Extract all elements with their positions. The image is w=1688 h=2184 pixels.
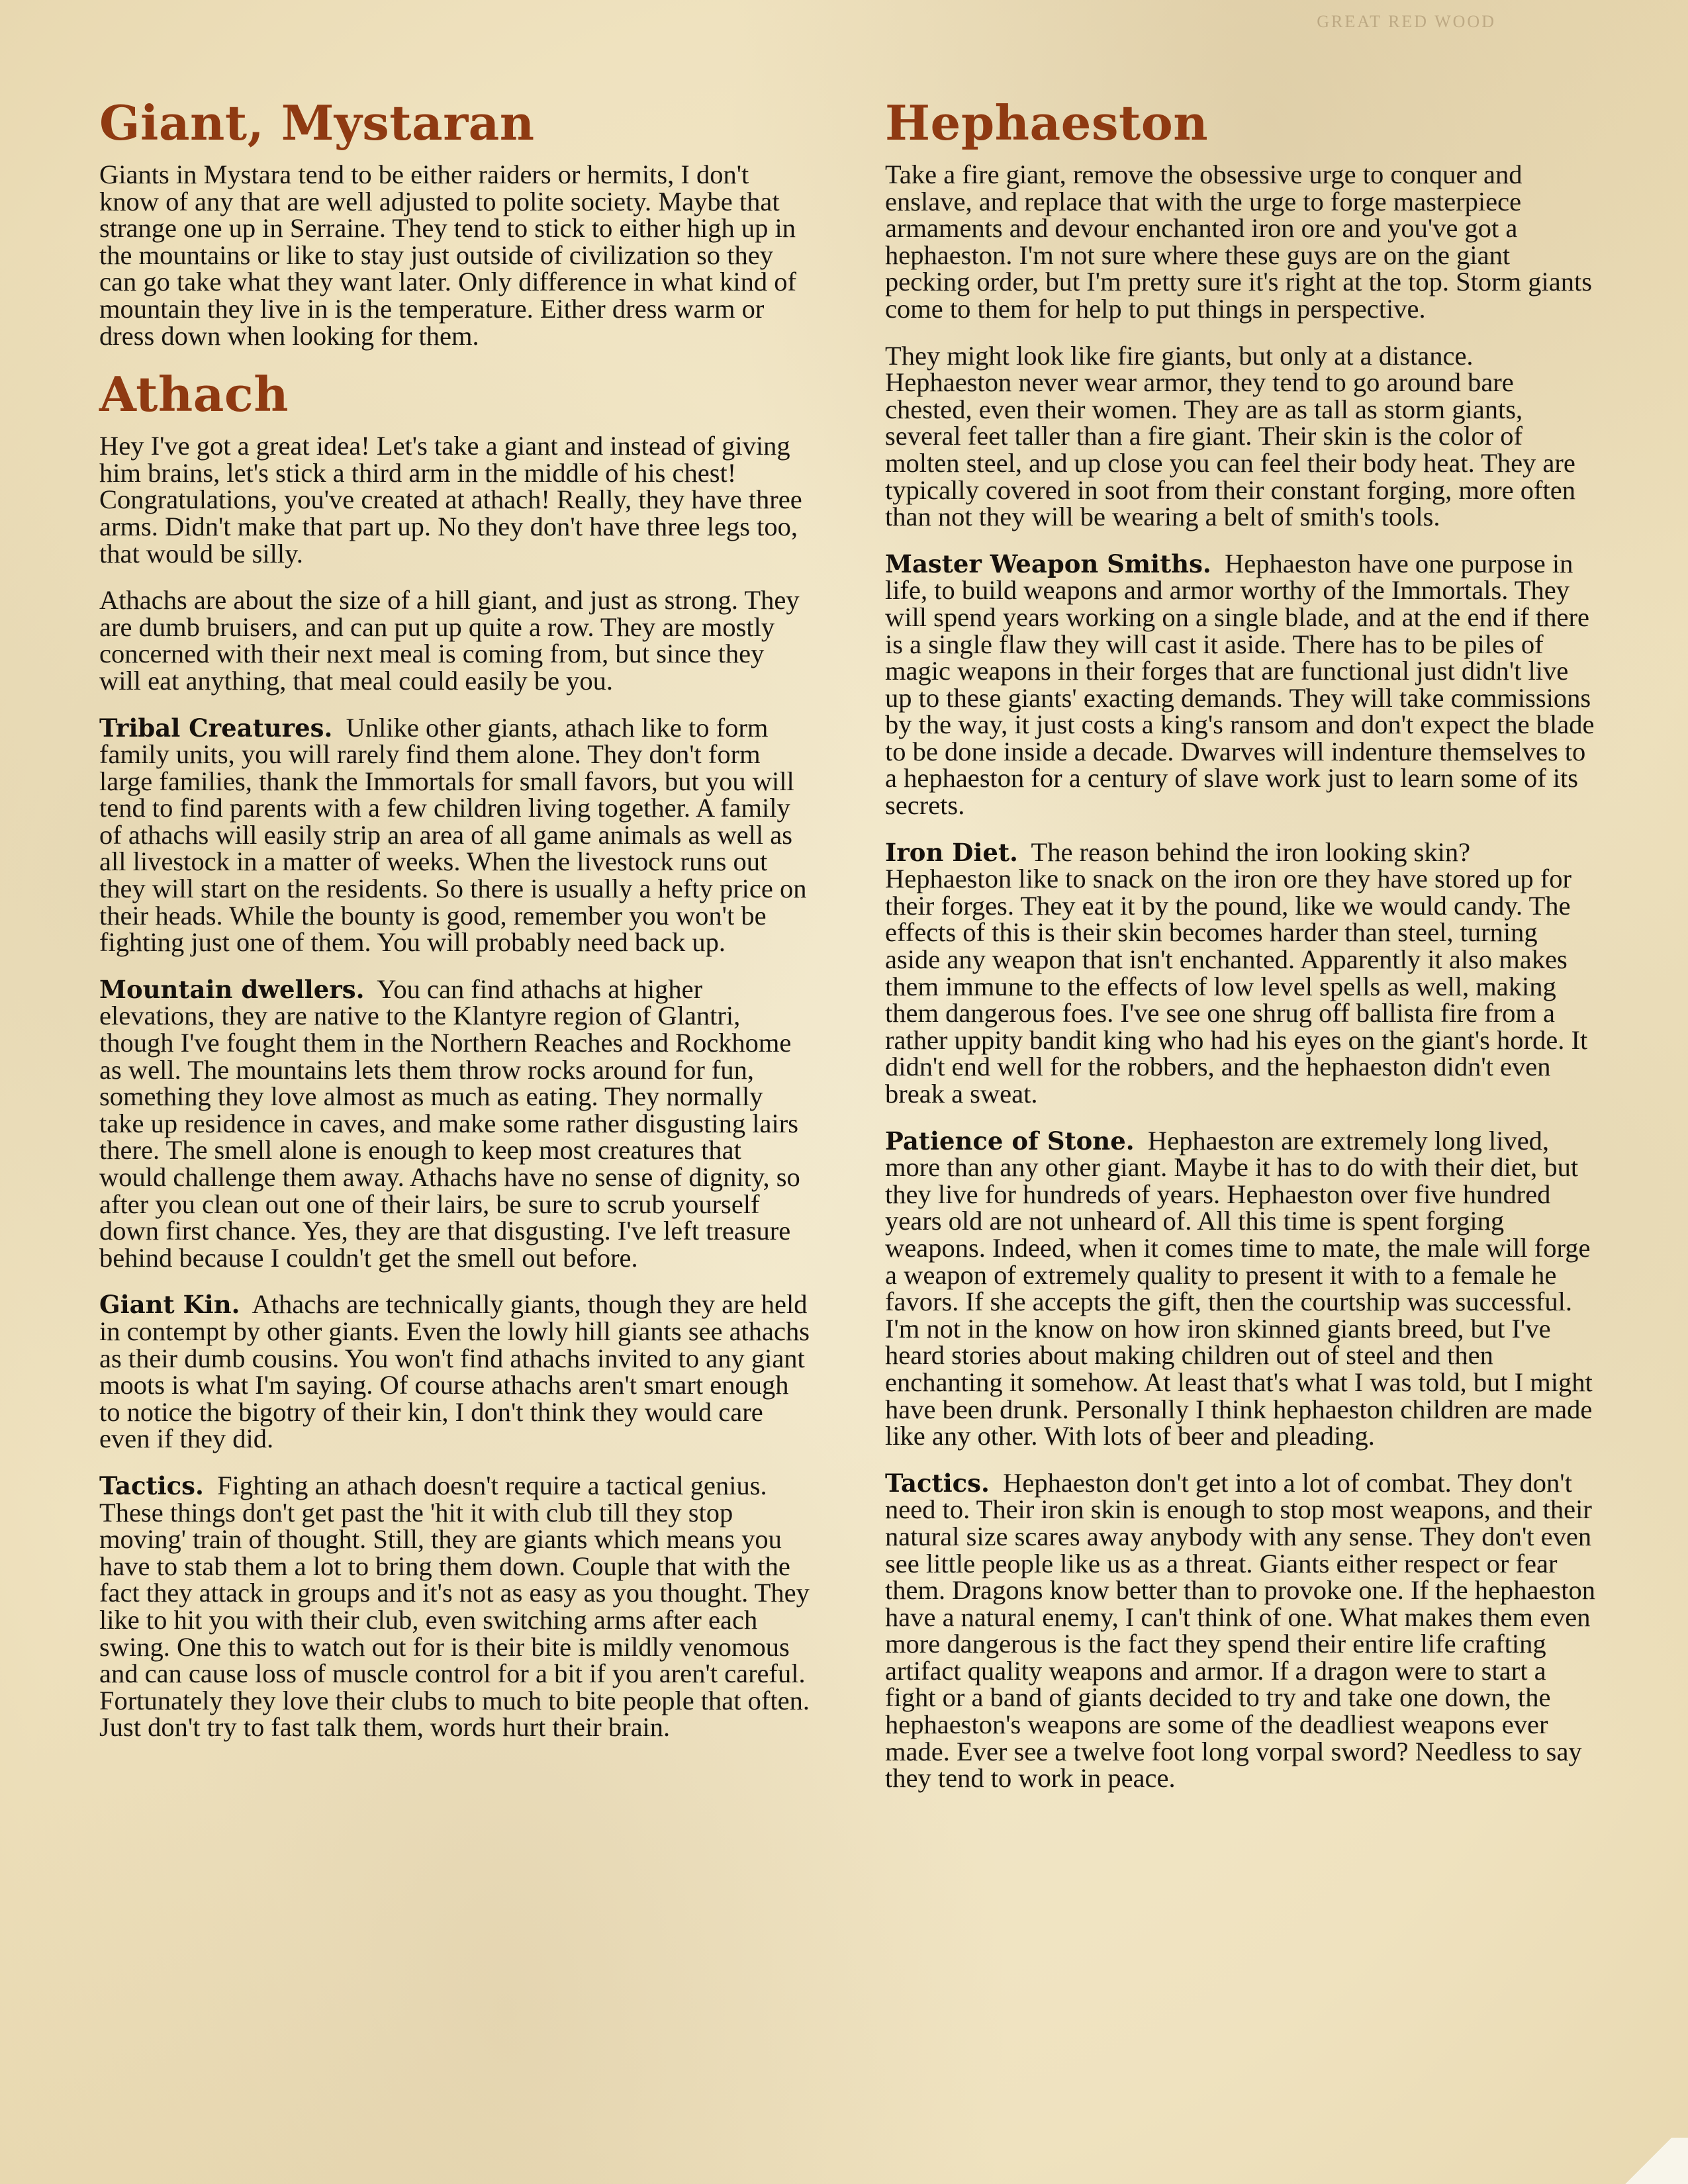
paragraph-lead: Patience of Stone. xyxy=(885,1126,1135,1156)
paragraph xyxy=(99,712,811,958)
paragraph-text: Giants in Mystara tend to be either raiders or hermits, I don't know of any that are well adjusted to polite society. Maybe that strange one up in Serraine. They tend to stick to either high up in the mountains or like to stay just outside of civilization so they can go take what they want later. Only difference in what kind of mountain they live in is the temperature. Either dress warm or dress down when looking for them. xyxy=(99,159,797,351)
section-title-hephaeston: Hephaeston xyxy=(885,95,1209,151)
paragraph-text: Hephaeston have one purpose in life, to build weapons and armor worthy of the Immortals. They will spend years working on a single blade, and at the end if there is a single flaw they will cast it aside. There has to be piles of magic weapons in their forges that are functional just didn't live up to these giants' exacting demands. They will take commissions by the way, it just costs a king's ransom and don't expect the blade to be done inside a decade. Dwarves will indenture themselves to a hephaeston for a century of slave work just to learn some of its secrets. xyxy=(885,548,1595,821)
paragraph-text: Athachs are about the size of a hill giant, and just as strong. They are dumb bruisers, and can put up quite a row. They are mostly concerned with their next meal is coming from, but since they will eat anything, that meal could easily be you. xyxy=(99,585,800,696)
paragraph xyxy=(99,1291,811,1453)
paragraph-text: They might look like fire giants, but only at a distance. Hephaeston never wear armor, they tend to go around bare chested, even their women. They are as tall as storm giants, several feet taller than a fire giant. Their skin is the color of molten steel, and up close you can feel their body heat. They are typically covered in soot from their constant forging, more often than not they will be wearing a belt of smith's tools. xyxy=(885,340,1575,532)
section-title-athach: Athach xyxy=(99,366,289,423)
paragraph xyxy=(99,161,811,349)
paragraph-text: Unlike other giants, athach like to form family units, you will rarely find them alone. They don't form large families, thank the Immortals for small favors, but you will tend to find parents with a few children living together. A family of athachs will easily strip an area of all game animals as well as all livestock in a matter of weeks. When the livestock runs out they will start on the residents. So there is usually a hefty price on their heads. While the bounty is good, remember you won't be fighting just one of them. You will probably need back up. xyxy=(99,712,807,958)
paragraph xyxy=(885,161,1597,323)
paragraph-lead: Tactics. xyxy=(99,1471,204,1500)
paragraph xyxy=(885,1125,1597,1451)
paragraph-text: Hey I've got a great idea! Let's take a giant and instead of giving him brains, let's stick a third arm in the middle of his chest! Congratulations, you've created at athach! Really, they have three arms. Didn't make that part up. No they don't have three legs too, that would be silly. xyxy=(99,431,802,569)
map-label: GREAT RED WOOD xyxy=(1317,12,1496,31)
paragraph-lead: Mountain dwellers. xyxy=(99,974,365,1004)
paragraph xyxy=(99,433,811,567)
right-column xyxy=(885,95,1597,1812)
paragraph xyxy=(99,976,811,1272)
paragraph xyxy=(885,839,1597,1108)
paragraph-text: Hephaeston don't get into a lot of combat. They don't need to. Their iron skin is enough to stop most weapons, and their natural size scares away anybody with any sense. They don't even see little people like us as a threat. Giants either respect or fear them. Dragons know better than to provoke one. If the hephaeston have a natural enemy, I can't think of one. What makes them even more dangerous is the fact they spend their entire life crafting artifact quality weapons and armor. If a dragon were to start a fight or a band of giants decided to try and take one down, the hephaeston's weapons are some of the deadliest weapons ever made. Ever see a twelve foot long vorpal sword? Needless to say they tend to work in peace. xyxy=(885,1467,1595,1794)
paragraph-text: You can find athachs at higher elevations, they are native to the Klantyre region of Glantri, though I've fought them in the Northern Reaches and Rockhome as well. The mountains lets them throw rocks around for fun, something they love almost as much as eating. They normally take up residence in caves, and make some rather disgusting lairs there. The smell alone is enough to keep most creatures that would challenge them away. Athachs have no sense of dignity, so after you clean out one of their lairs, be sure to scrub yourself down first chance. Yes, they are that disgusting. I've left treasure behind because I couldn't get the smell out before. xyxy=(99,974,800,1273)
paragraph xyxy=(885,548,1597,821)
paragraph-text: Hephaeston are extremely long lived, more than any other giant. Maybe it has to do with their diet, but they live for hundreds of years. Hephaeston over five hundred years old are not unheard of. All this time is spent forging weapons. Indeed, when it comes time to mate, the male will forge a weapon of extremely quality to present it with to a female he favors. If she accepts the gift, then the courtship was successful. I'm not in the know on how iron skinned giants breed, but I've heard stories about making children out of steel and then enchanting it somehow. At least that's what I was told, but I might have been drunk. Personally I think hephaeston children are made like any other. With lots of beer and pleading. xyxy=(885,1125,1593,1451)
paragraph-lead: Tactics. xyxy=(885,1468,990,1498)
paragraph-text: The reason behind the iron looking skin? Hephaeston like to snack on the iron ore they have stored up for their forges. They eat it by the pound, like we would candy. The effects of this is their skin becomes harder than steel, turning aside any weapon that isn't enchanted. Apparently it also makes them immune to the effects of low level spells as well, making them dangerous foes. I've see one shrug off ballista fire from a rather uppity bandit king who had his eyes on the giant's horde. It didn't end well for the robbers, and the hephaeston didn't even break a sweat. xyxy=(885,837,1588,1109)
paragraph xyxy=(885,340,1597,532)
paragraph-text: Fighting an athach doesn't require a tactical genius. These things don't get past the 'hit it with club till they stop moving' train of thought. Still, they are giants which means you have to stab them a lot to bring them down. Couple that with the fact they attack in groups and it's not as easy as you thought. They like to hit you with their club, even switching arms after each swing. One this to watch out for is their bite is mildly venomous and can cause loss of muscle control for a bit if you aren't careful. Fortunately they love their clubs to much to bite people that often. Just don't try to fast talk them, words hurt their brain. xyxy=(99,1470,810,1743)
paragraph xyxy=(885,1467,1597,1794)
paragraph-text: Athachs are technically giants, though they are held in contempt by other giants. Even the lowly hill giants see athachs as their dumb cousins. You won't find athachs invited to any giant moots is what I'm saying. Of course athachs aren't smart enough to notice the bigotry of their kin, I don't think they would care even if they did. xyxy=(99,1289,810,1454)
page-corner xyxy=(1609,2138,1688,2184)
paragraph-lead: Master Weapon Smiths. xyxy=(885,549,1211,578)
paragraph-lead: Iron Diet. xyxy=(885,837,1018,867)
section-title-giant-mystaran: Giant, Mystaran xyxy=(99,95,535,151)
paragraph-lead: Tribal Creatures. xyxy=(99,713,333,743)
left-column xyxy=(99,95,811,1761)
paragraph xyxy=(99,1470,811,1743)
paragraph-lead: Giant Kin. xyxy=(99,1290,240,1320)
paragraph-text: Take a fire giant, remove the obsessive urge to conquer and enslave, and replace that with the urge to forge masterpiece armaments and devour enchanted iron ore and you've got a hephaeston. I'm not sure where these guys are on the giant pecking order, but I'm pretty sure it's right at the top. Storm giants come to them for help to put things in perspective. xyxy=(885,159,1593,324)
paragraph xyxy=(99,587,811,694)
